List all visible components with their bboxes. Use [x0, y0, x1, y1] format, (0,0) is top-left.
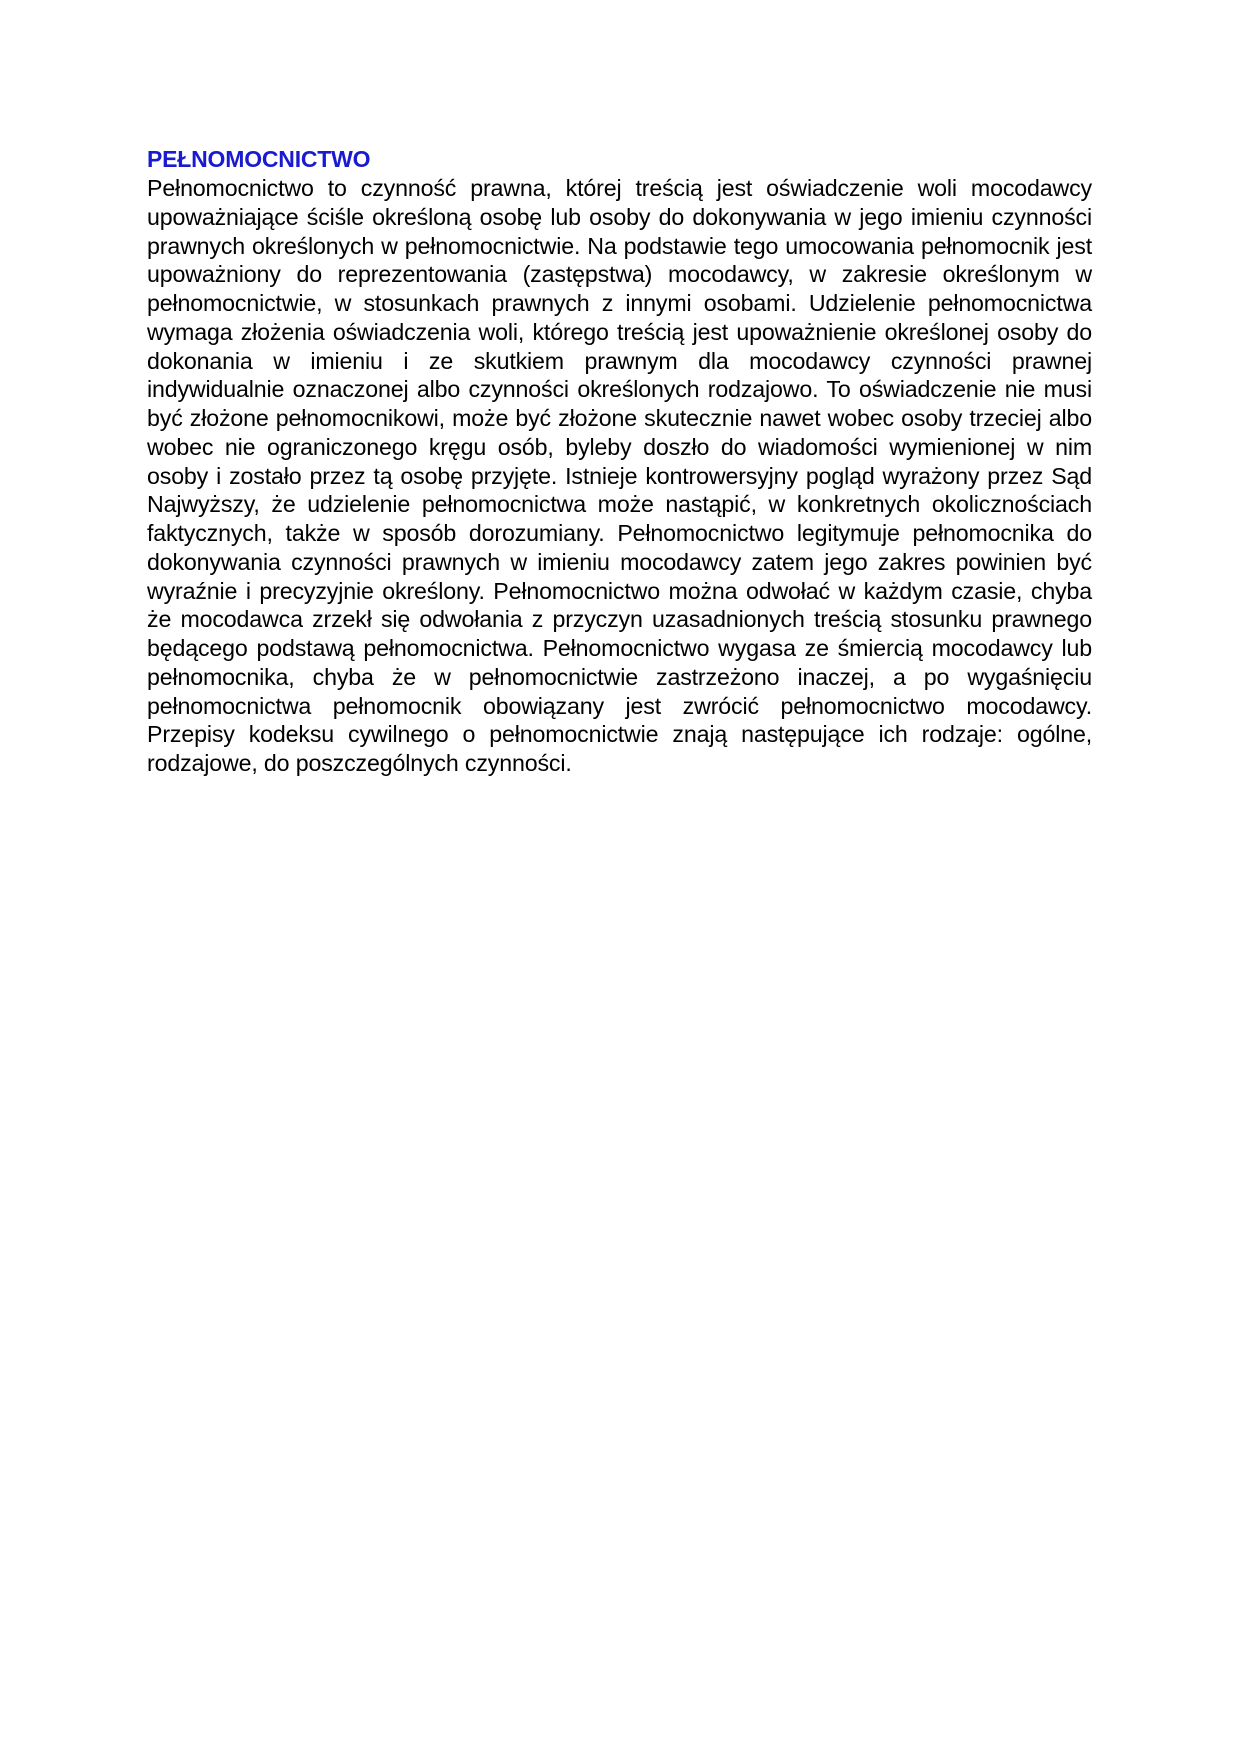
document-body-paragraph: Pełnomocnictwo to czynność prawna, której treścią jest oświadczenie woli mocodawcy upoważniające ściśle określoną osobę lub osoby do dokonywania w jego imieniu czynności prawnych określonych w pełnomocnictwie. Na podstawie tego umocowania pełnomocnik jest upoważniony do reprezentowania (zastępstwa) mocodawcy, w zakresie określonym w pełnomocnictwie, w stosunkach prawnych z innymi osobami. Udzielenie pełnomocnictwa wymaga złożenia oświadczenia woli, którego treścią jest upoważnienie określonej osoby do dokonania w imieniu i ze skutkiem prawnym dla mocodawcy czynności prawnej indywidualnie oznaczonej albo czynności określonych rodzajowo. To oświadczenie nie musi być złożone pełnomocnikowi, może być złożone skutecznie nawet wobec osoby trzeciej albo wobec nie ograniczonego kręgu osób, byleby doszło do wiadomości wymienionej w nim osoby i zostało przez tą osobę przyjęte. Istnieje kontrowersyjny pogląd wyrażony przez Sąd Najwyższy, że udzielenie pełnomocnictwa może nastąpić, w konkretnych okolicznościach faktycznych, także w sposób dorozumiany. Pełnomocnictwo legitymuje pełnomocnika do dokonywania czynności prawnych w imieniu mocodawcy zatem jego zakres powinien być wyraźnie i precyzyjnie określony. Pełnomocnictwo można odwołać w każdym czasie, chyba że mocodawca zrzekł się odwołania z przyczyn uzasadnionych treścią stosunku prawnego będącego podstawą pełnomocnictwa. Pełnomocnictwo wygasa ze śmiercią mocodawcy lub pełnomocnika, chyba że w pełnomocnictwie zastrzeżono inaczej, a po wygaśnięciu pełnomocnictwa pełnomocnik obowiązany jest zwrócić pełnomocnictwo mocodawcy. Przepisy kodeksu cywilnego o pełnomocnictwie znają następujące ich rodzaje: ogólne, rodzajowe, do poszczególnych czynności. [147, 175, 1092, 776]
document-title: PEŁNOMOCNICTWO [147, 146, 371, 172]
document-page [147, 145, 1092, 778]
